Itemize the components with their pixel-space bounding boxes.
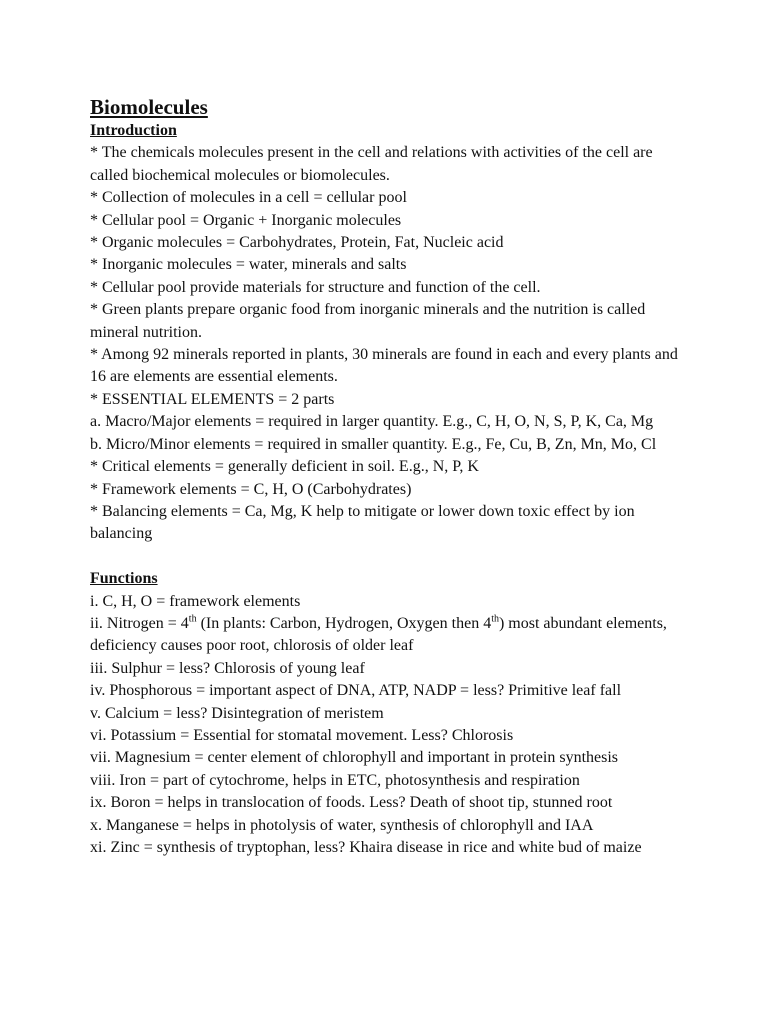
function-item-nitrogen	[90, 613, 690, 658]
functions-section	[90, 568, 690, 859]
function-item: vii. Magnesium = center element of chlorophyll and important in protein synthesis	[90, 749, 619, 767]
intro-item: * The chemicals molecules present in the cell and relations with activities of the cell are called biochemical molecules or biomolecules.	[90, 144, 653, 184]
superscript-th: th	[491, 613, 499, 625]
intro-item: * ESSENTIAL ELEMENTS = 2 parts	[90, 390, 335, 408]
function-item: vi. Potassium = Essential for stomatal movement. Less? Chlorosis	[90, 726, 514, 744]
intro-item: * Framework elements = C, H, O (Carbohydrates)	[90, 480, 412, 498]
intro-item: a. Macro/Major elements = required in larger quantity. E.g., C, H, O, N, S, P, K, Ca, Mg	[90, 413, 654, 431]
nitrogen-text-b: (In plants: Carbon, Hydrogen, Oxygen then 4	[196, 614, 492, 632]
function-item: v. Calcium = less? Disintegration of meristem	[90, 704, 384, 722]
nitrogen-text-a: ii. Nitrogen = 4	[90, 614, 189, 632]
function-item: ix. Boron = helps in translocation of foods. Less? Death of shoot tip, stunned root	[90, 794, 613, 812]
intro-item: * Balancing elements = Ca, Mg, K help to mitigate or lower down toxic effect by ion balancing	[90, 502, 635, 543]
document-page	[90, 94, 690, 859]
superscript-th: th	[188, 613, 197, 625]
function-item: iii. Sulphur = less? Chlorosis of young leaf	[90, 659, 365, 677]
intro-item: * Inorganic molecules = water, minerals and salts	[90, 256, 407, 274]
intro-item: * Cellular pool = Organic + Inorganic molecules	[90, 211, 402, 229]
intro-item: * Cellular pool provide materials for structure and function of the cell.	[90, 278, 541, 296]
intro-item: * Critical elements = generally deficient in soil. E.g., N, P, K	[90, 458, 479, 476]
introduction-section	[90, 120, 690, 546]
functions-heading: Functions	[90, 570, 158, 588]
function-item: viii. Iron = part of cytochrome, helps in ETC, photosynthesis and respiration	[90, 771, 580, 789]
intro-item: * Organic molecules = Carbohydrates, Protein, Fat, Nucleic acid	[90, 234, 504, 252]
intro-item: * Among 92 minerals reported in plants, 30 minerals are found in each and every plants and 16 are elements are essential elements.	[90, 346, 678, 386]
intro-item: * Collection of molecules in a cell = cellular pool	[90, 189, 407, 207]
intro-item: b. Micro/Minor elements = required in smaller quantity. E.g., Fe, Cu, B, Zn, Mn, Mo, Cl	[90, 435, 657, 453]
section-spacer	[90, 546, 690, 568]
introduction-heading: Introduction	[90, 122, 177, 139]
function-item: iv. Phosphorous = important aspect of DNA, ATP, NADP = less? Primitive leaf fall	[90, 682, 622, 700]
intro-item: * Green plants prepare organic food from inorganic minerals and the nutrition is called mineral nutrition.	[90, 301, 646, 341]
nitrogen-text-c: ) most abundant elements, deficiency causes poor root, chlorosis of older leaf	[90, 614, 667, 655]
function-item: xi. Zinc = synthesis of tryptophan, less? Khaira disease in rice and white bud of maize	[90, 838, 642, 856]
function-item: i. C, H, O = framework elements	[90, 592, 301, 610]
function-item: x. Manganese = helps in photolysis of water, synthesis of chlorophyll and IAA	[90, 816, 594, 834]
document-title: Biomolecules	[90, 95, 208, 119]
